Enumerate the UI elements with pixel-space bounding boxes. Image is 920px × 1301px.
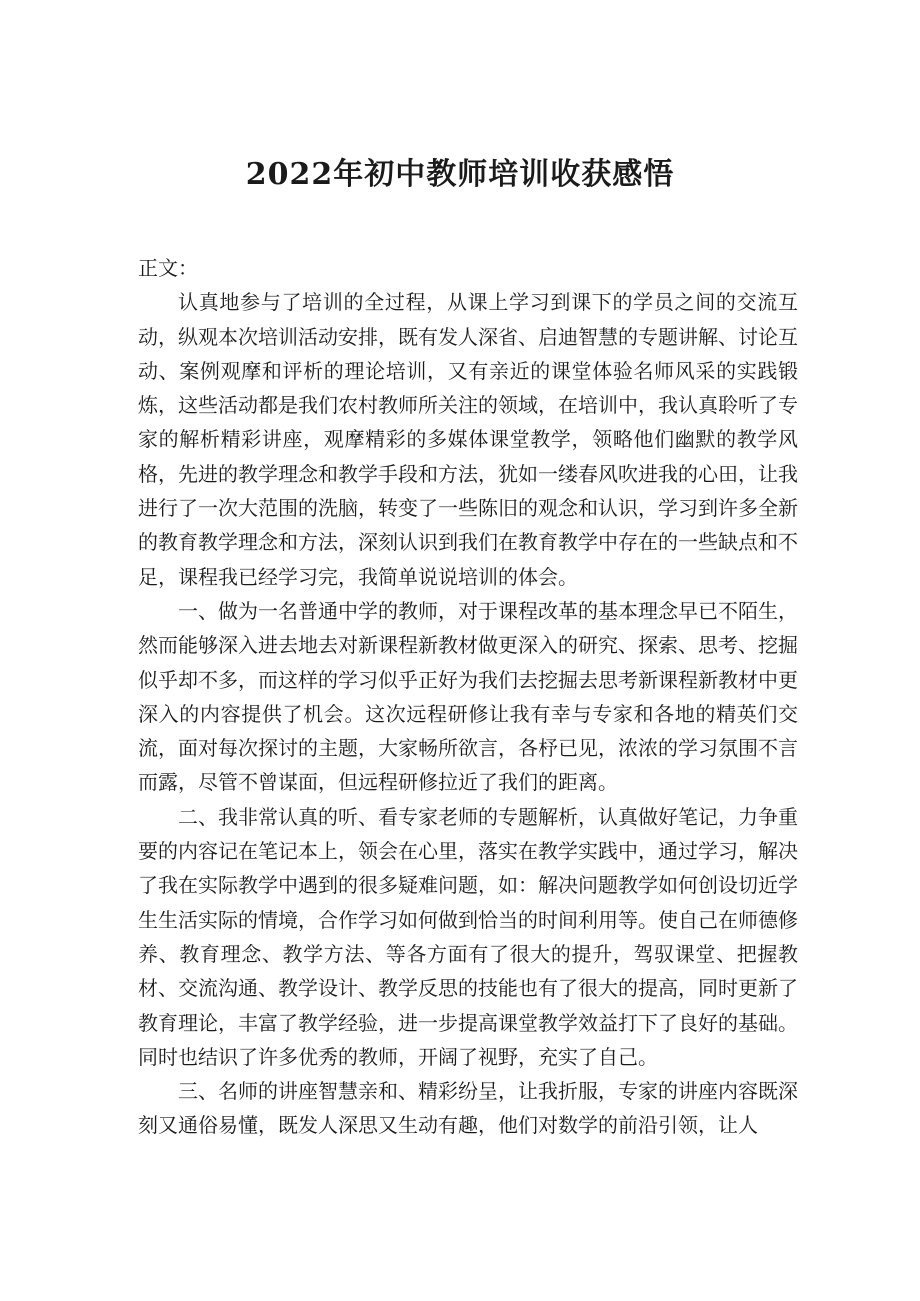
- paragraph-point-two: 二、我非常认真的听、看专家老师的专题解析，认真做好笔记，力争重要的内容记在笔记本上，领会在心里，落实在教学实践中，通过学习，解决了我在实际教学中遇到的很多疑难问题，如：解决问题教学如何创设切近学生生活实际的情境，合作学习如何做到恰当的时间利用等。使自己在师德修养、教育理念、教学方法、等各方面有了很大的提升，驾驭课堂、把握教材、交流沟通、教学设计、教学反思的技能也有了很大的提高，同时更新了教育理论，丰富了教学经验，进一步提高课堂教学效益打下了良好的基础。同时也结识了许多优秀的教师，开阔了视野，充实了自己。: [138, 804, 798, 1069]
- document-body: [138, 251, 798, 1143]
- paragraph-point-one: 一、做为一名普通中学的教师，对于课程改革的基本理念早已不陌生，然而能够深入进去地去对新课程新教材做更深入的研究、探索、思考、挖掘似乎却不多，而这样的学习似乎正好为我们去挖掘去思考新课程新教材中更深入的内容提供了机会。这次远程研修让我有幸与专家和各地的精英们交流，面对每次探讨的主题，大家畅所欲言，各杼已见，浓浓的学习氛围不言而露，尽管不曾谋面，但远程研修拉近了我们的距离。: [138, 598, 798, 795]
- document-title: 2022年初中教师培训收获感悟: [245, 157, 675, 192]
- body-label: 正文：: [138, 256, 198, 280]
- paragraph-point-three: 三、名师的讲座智慧亲和、精彩纷呈，让我折服，专家的讲座内容既深刻又通俗易懂，既发人深思又生动有趣，他们对数学的前沿引领，让人: [138, 1079, 798, 1138]
- paragraph-intro: 认真地参与了培训的全过程，从课上学习到课下的学员之间的交流互动，纵观本次培训活动安排，既有发人深省、启迪智慧的专题讲解、讨论互动、案例观摩和评析的理论培训，又有亲近的课堂体验名师风采的实践锻炼，这些活动都是我们农村教师所关注的领域，在培训中，我认真聆听了专家的解析精彩讲座，观摩精彩的多媒体课堂教学，领略他们幽默的教学风格，先进的教学理念和教学手段和方法，犹如一缕春风吹进我的心田，让我进行了一次大范围的洗脑，转变了一些陈旧的观念和认识，学习到许多全新的教育教学理念和方法，深刻认识到我们在教育教学中存在的一些缺点和不足，课程我已经学习完，我简单说说培训的体会。: [138, 290, 798, 589]
